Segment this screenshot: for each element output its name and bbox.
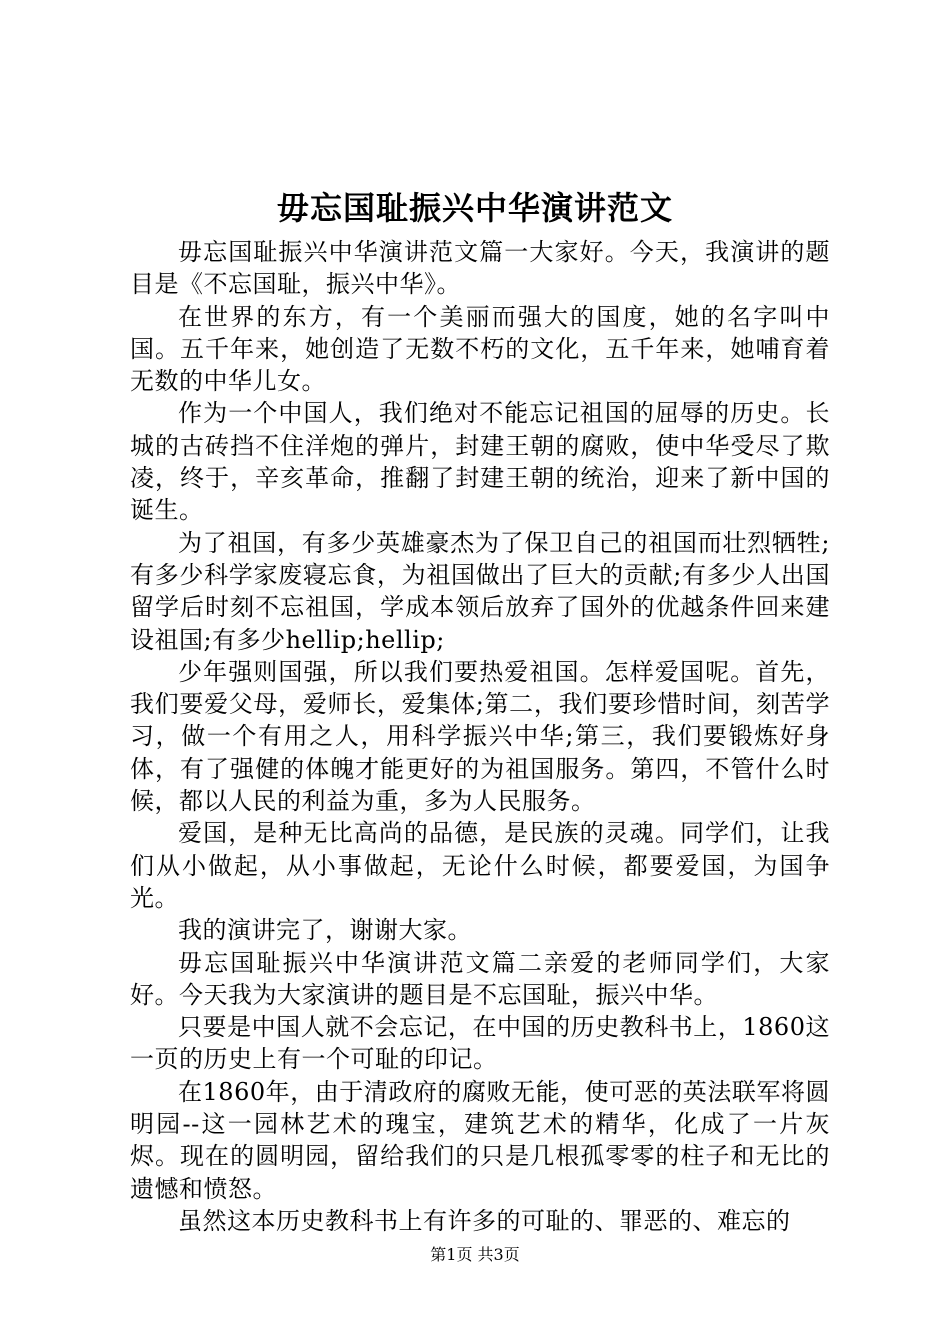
paragraph: 毋忘国耻振兴中华演讲范文篇二亲爱的老师同学们，大家好。今天我为大家演讲的题目是不忘国耻，振兴中华。 bbox=[130, 948, 830, 1009]
paragraph: 在1860年，由于清政府的腐败无能，使可恶的英法联军将圆明园--这一园林艺术的瑰宝，建筑艺术的精华，化成了一片灰烬。现在的圆明园，留给我们的只是几根孤零零的柱子和无比的遗憾和愤怒。 bbox=[130, 1077, 830, 1203]
paragraph: 为了祖国，有多少英雄豪杰为了保卫自己的祖国而壮烈牺牲;有多少科学家废寝忘食，为祖国做出了巨大的贡献;有多少人出国留学后时刻不忘祖国，学成本领后放弃了国外的优越条件回来建设祖国;有多少hellip;hellip; bbox=[130, 528, 830, 654]
page-footer: 第1页 共3页 bbox=[430, 1245, 520, 1264]
paragraph: 毋忘国耻振兴中华演讲范文篇一大家好。今天，我演讲的题目是《不忘国耻，振兴中华》。 bbox=[130, 238, 830, 299]
paragraph: 作为一个中国人，我们绝对不能忘记祖国的屈辱的历史。长城的古砖挡不住洋炮的弹片，封建王朝的腐败，使中华受尽了欺凌，终于，辛亥革命，推翻了封建王朝的统治，迎来了新中国的诞生。 bbox=[130, 399, 830, 525]
paragraph: 爱国，是种无比高尚的品德，是民族的灵魂。同学们，让我们从小做起，从小事做起，无论什么时候，都要爱国，为国争光。 bbox=[130, 819, 830, 912]
paragraph: 在世界的东方，有一个美丽而强大的国度，她的名字叫中国。五千年来，她创造了无数不朽的文化，五千年来，她哺育着无数的中华儿女。 bbox=[130, 302, 830, 396]
paragraph: 虽然这本历史教科书上有许多的可耻的、罪恶的、难忘的 bbox=[178, 1206, 791, 1235]
document-body bbox=[130, 236, 830, 1237]
paragraph: 少年强则国强，所以我们要热爱祖国。怎样爱国呢。首先，我们要爱父母，爱师长，爱集体;第二，我们要珍惜时间，刻苦学习，做一个有用之人，用科学振兴中华;第三，我们要锻炼好身体，有了强健的体魄才能更好的为祖国服务。第四，不管什么时候，都以人民的利益为重，多为人民服务。 bbox=[130, 657, 830, 816]
paragraph: 我的演讲完了，谢谢大家。 bbox=[178, 916, 472, 945]
document-title: 毋忘国耻振兴中华演讲范文 bbox=[276, 189, 673, 227]
paragraph: 只要是中国人就不会忘记，在中国的历史教科书上，1860这一页的历史上有一个可耻的印记。 bbox=[130, 1013, 830, 1074]
